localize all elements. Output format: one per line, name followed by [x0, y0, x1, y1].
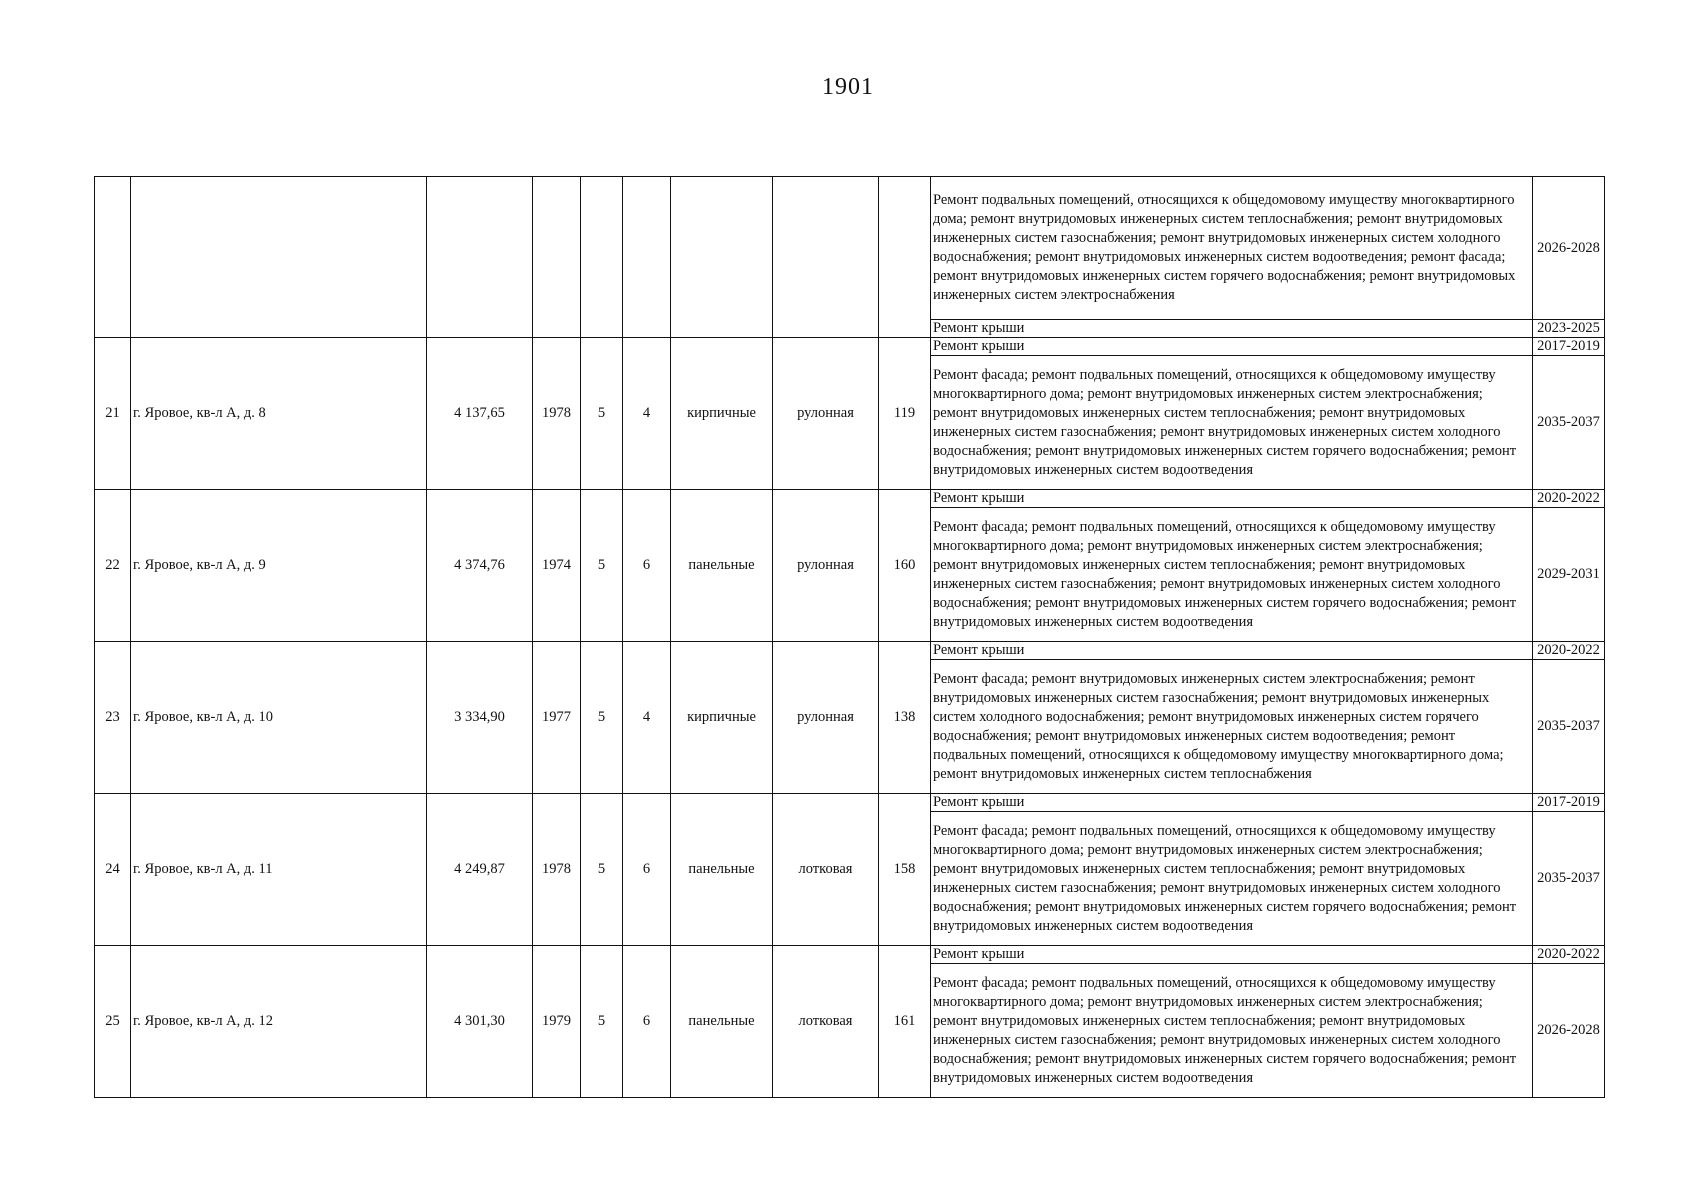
cell-walls: кирпичные — [671, 338, 773, 490]
cell-period: 2020-2022 — [1533, 490, 1605, 508]
cell-walls: панельные — [671, 946, 773, 1098]
cell-address: г. Яровое, кв-л А, д. 11 — [131, 794, 427, 946]
cell-entrances: 6 — [623, 794, 671, 946]
cell-walls: кирпичные — [671, 642, 773, 794]
cell-residents: 158 — [879, 794, 931, 946]
cell-work: Ремонт крыши — [931, 490, 1533, 508]
cell-year — [533, 177, 581, 338]
cell-work: Ремонт подвальных помещений, относящихся к общедомовому имуществу многоквартирного дома; ремонт внутридомовых инженерных систем теплоснабжения; ремонт внутридомовых инженерных систем газоснабжения; ремонт внутридомовых инженерных систем холодного водоснабжения; ремонт внутридомовых инженерных систем водоотведения; ремонт фасада; ремонт внутридомовых инженерных систем горячего водоснабжения; ремонт внутридомовых инженерных систем электроснабжения — [931, 177, 1533, 320]
cell-period: 2020-2022 — [1533, 946, 1605, 964]
cell-entrances — [623, 177, 671, 338]
cell-period: 2035-2037 — [1533, 356, 1605, 490]
cell-area: 4 137,65 — [427, 338, 533, 490]
cell-year: 1978 — [533, 338, 581, 490]
cell-period: 2017-2019 — [1533, 794, 1605, 812]
cell-year: 1974 — [533, 490, 581, 642]
cell-year: 1977 — [533, 642, 581, 794]
cell-roof: лотковая — [773, 946, 879, 1098]
cell-period: 2023-2025 — [1533, 320, 1605, 338]
cell-residents — [879, 177, 931, 338]
cell-num: 21 — [95, 338, 131, 490]
cell-area: 4 301,30 — [427, 946, 533, 1098]
table-row — [95, 338, 1605, 356]
cell-entrances: 6 — [623, 946, 671, 1098]
cell-work: Ремонт фасада; ремонт подвальных помещений, относящихся к общедомовому имуществу многоквартирного дома; ремонт внутридомовых инженерных систем электроснабжения; ремонт внутридомовых инженерных систем теплоснабжения; ремонт внутридомовых инженерных систем газоснабжения; ремонт внутридомовых инженерных систем холодного водоснабжения; ремонт внутридомовых инженерных систем горячего водоснабжения; ремонт внутридомовых инженерных систем водоотведения — [931, 964, 1533, 1098]
cell-period: 2035-2037 — [1533, 812, 1605, 946]
cell-num: 25 — [95, 946, 131, 1098]
cell-entrances: 6 — [623, 490, 671, 642]
cell-area — [427, 177, 533, 338]
cell-floors: 5 — [581, 946, 623, 1098]
cell-walls — [671, 177, 773, 338]
cell-address: г. Яровое, кв-л А, д. 10 — [131, 642, 427, 794]
cell-period: 2020-2022 — [1533, 642, 1605, 660]
cell-work: Ремонт фасада; ремонт подвальных помещений, относящихся к общедомовому имуществу многоквартирного дома; ремонт внутридомовых инженерных систем электроснабжения; ремонт внутридомовых инженерных систем теплоснабжения; ремонт внутридомовых инженерных систем газоснабжения; ремонт внутридомовых инженерных систем холодного водоснабжения; ремонт внутридомовых инженерных систем горячего водоснабжения; ремонт внутридомовых инженерных систем водоотведения — [931, 812, 1533, 946]
cell-floors: 5 — [581, 794, 623, 946]
cell-roof: рулонная — [773, 338, 879, 490]
cell-year: 1979 — [533, 946, 581, 1098]
cell-period: 2026-2028 — [1533, 177, 1605, 320]
cell-area: 4 249,87 — [427, 794, 533, 946]
cell-floors — [581, 177, 623, 338]
cell-walls: панельные — [671, 794, 773, 946]
cell-year: 1978 — [533, 794, 581, 946]
cell-work: Ремонт крыши — [931, 338, 1533, 356]
cell-roof: лотковая — [773, 794, 879, 946]
cell-num: 22 — [95, 490, 131, 642]
cell-area: 3 334,90 — [427, 642, 533, 794]
cell-address — [131, 177, 427, 338]
cell-residents: 119 — [879, 338, 931, 490]
cell-roof — [773, 177, 879, 338]
cell-work: Ремонт фасада; ремонт подвальных помещений, относящихся к общедомовому имуществу многоквартирного дома; ремонт внутридомовых инженерных систем электроснабжения; ремонт внутридомовых инженерных систем теплоснабжения; ремонт внутридомовых инженерных систем газоснабжения; ремонт внутридомовых инженерных систем холодного водоснабжения; ремонт внутридомовых инженерных систем горячего водоснабжения; ремонт внутридомовых инженерных систем водоотведения — [931, 356, 1533, 490]
cell-walls: панельные — [671, 490, 773, 642]
repair-program-table — [94, 176, 1605, 1098]
cell-floors: 5 — [581, 642, 623, 794]
cell-work: Ремонт крыши — [931, 946, 1533, 964]
cell-residents: 161 — [879, 946, 931, 1098]
cell-num — [95, 177, 131, 338]
table-row — [95, 642, 1605, 660]
cell-num: 24 — [95, 794, 131, 946]
table-row — [95, 794, 1605, 812]
table-row — [95, 490, 1605, 508]
table-row-continuation — [95, 177, 1605, 320]
cell-roof: рулонная — [773, 490, 879, 642]
cell-residents: 138 — [879, 642, 931, 794]
cell-entrances: 4 — [623, 642, 671, 794]
cell-work: Ремонт крыши — [931, 642, 1533, 660]
page-number: 1901 — [822, 74, 874, 100]
cell-work: Ремонт крыши — [931, 320, 1533, 338]
cell-address: г. Яровое, кв-л А, д. 8 — [131, 338, 427, 490]
cell-floors: 5 — [581, 490, 623, 642]
cell-address: г. Яровое, кв-л А, д. 12 — [131, 946, 427, 1098]
cell-floors: 5 — [581, 338, 623, 490]
cell-period: 2029-2031 — [1533, 508, 1605, 642]
cell-area: 4 374,76 — [427, 490, 533, 642]
cell-roof: рулонная — [773, 642, 879, 794]
cell-work: Ремонт фасада; ремонт внутридомовых инженерных систем электроснабжения; ремонт внутридомовых инженерных систем газоснабжения; ремонт внутридомовых инженерных систем холодного водоснабжения; ремонт внутридомовых инженерных систем горячего водоснабжения; ремонт внутридомовых инженерных систем водоотведения; ремонт подвальных помещений, относящихся к общедомовому имуществу многоквартирного дома; ремонт внутридомовых инженерных систем теплоснабжения — [931, 660, 1533, 794]
cell-period: 2035-2037 — [1533, 660, 1605, 794]
cell-residents: 160 — [879, 490, 931, 642]
cell-work: Ремонт фасада; ремонт подвальных помещений, относящихся к общедомовому имуществу многоквартирного дома; ремонт внутридомовых инженерных систем электроснабжения; ремонт внутридомовых инженерных систем теплоснабжения; ремонт внутридомовых инженерных систем газоснабжения; ремонт внутридомовых инженерных систем холодного водоснабжения; ремонт внутридомовых инженерных систем горячего водоснабжения; ремонт внутридомовых инженерных систем водоотведения — [931, 508, 1533, 642]
cell-period: 2017-2019 — [1533, 338, 1605, 356]
cell-work: Ремонт крыши — [931, 794, 1533, 812]
cell-address: г. Яровое, кв-л А, д. 9 — [131, 490, 427, 642]
cell-entrances: 4 — [623, 338, 671, 490]
cell-num: 23 — [95, 642, 131, 794]
cell-period: 2026-2028 — [1533, 964, 1605, 1098]
table-row — [95, 946, 1605, 964]
